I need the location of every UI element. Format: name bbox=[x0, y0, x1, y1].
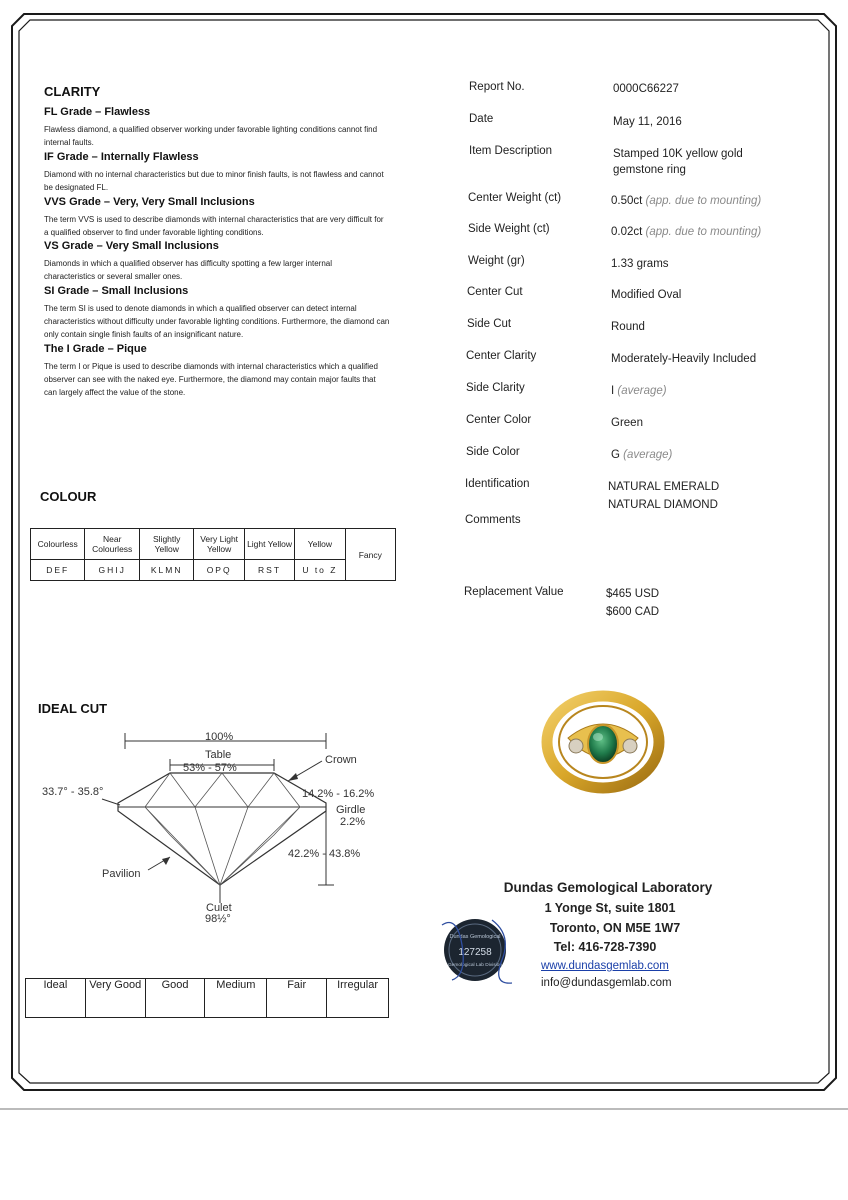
colour-name-2: Slightly Yellow bbox=[139, 529, 193, 560]
center-clarity-label: Center Clarity bbox=[466, 350, 537, 362]
lab-address-2: Toronto, ON M5E 1W7 bbox=[549, 921, 681, 935]
item-description-label: Item Description bbox=[469, 145, 553, 157]
side-clarity-note: (average) bbox=[617, 385, 667, 397]
side-diamond-left bbox=[569, 739, 583, 753]
colour-name-3: Very Light Yellow bbox=[194, 529, 244, 560]
side-clarity-row bbox=[611, 383, 667, 399]
side-weight-row bbox=[611, 224, 761, 240]
clarity-fl-text: Flawless diamond, a qualified observer working under favorable lighting conditions cannot find internal faults. bbox=[44, 125, 378, 147]
colour-grade-4: RST bbox=[244, 560, 294, 581]
lab-seal bbox=[432, 905, 522, 995]
diagram-table-range: 53% - 57% bbox=[183, 762, 237, 774]
diagram-table-label: Table bbox=[205, 749, 232, 761]
identification-value-2: NATURAL DIAMOND bbox=[608, 499, 718, 511]
weight-gr-value: 1.33 grams bbox=[611, 258, 669, 270]
report-no-value: 0000C66227 bbox=[613, 83, 679, 95]
ideal-cut-title: IDEAL CUT bbox=[38, 701, 108, 716]
side-color-note: (average) bbox=[623, 449, 673, 461]
lab-website-link[interactable]: www.dundasgemlab.com bbox=[541, 960, 669, 972]
diagram-pavilion-depth: 42.2% - 43.8% bbox=[288, 848, 361, 860]
cut-grade-medium: Medium bbox=[205, 979, 267, 1018]
clarity-si-heading: SI Grade – Small Inclusions bbox=[44, 285, 189, 297]
center-weight-value: 0.50ct bbox=[611, 195, 643, 207]
colour-scale-table bbox=[30, 528, 396, 581]
center-clarity-value: Moderately-Heavily Included bbox=[611, 353, 757, 365]
emerald-stone bbox=[588, 725, 618, 763]
date-value: May 11, 2016 bbox=[613, 116, 682, 128]
clarity-if-text: Diamond with no internal characteristics but due to minor finish faults, is not flawless and cannot be designated FL. bbox=[44, 170, 384, 192]
side-weight-note: (app. due to mounting) bbox=[645, 226, 762, 238]
side-color-row bbox=[611, 447, 672, 463]
diagram-pavilion-label: Pavilion bbox=[102, 868, 141, 880]
lab-phone: Tel: 416-728-7390 bbox=[553, 940, 657, 954]
item-description-value: Stamped 10K yellow gold gemstone ring bbox=[613, 148, 743, 176]
diagram-crown-angle: 33.7° - 35.8° bbox=[42, 786, 104, 798]
side-color-label: Side Color bbox=[466, 446, 520, 458]
weight-gr-label: Weight (gr) bbox=[468, 255, 525, 267]
cut-grade-good: Good bbox=[145, 979, 205, 1018]
colour-grade-2: KLMN bbox=[139, 560, 193, 581]
replacement-cad: $600 CAD bbox=[606, 606, 660, 618]
side-weight-label: Side Weight (ct) bbox=[468, 223, 550, 235]
replacement-value-label: Replacement Value bbox=[464, 586, 564, 598]
colour-grade-5: U to Z bbox=[295, 560, 345, 581]
clarity-if-heading: IF Grade – Internally Flawless bbox=[44, 151, 199, 163]
colour-name-1: Near Colourless bbox=[85, 529, 139, 560]
cut-grade-ideal: Ideal bbox=[26, 979, 86, 1018]
side-diamond-right bbox=[623, 739, 637, 753]
diagram-girdle-label: Girdle bbox=[336, 804, 366, 816]
cut-grade-table bbox=[25, 978, 389, 1018]
center-weight-row bbox=[611, 193, 761, 209]
lab-email[interactable]: info@dundasgemlab.com bbox=[541, 977, 672, 989]
colour-name-4: Light Yellow bbox=[244, 529, 294, 560]
lab-name: Dundas Gemological Laboratory bbox=[503, 880, 713, 895]
seal-line1: Dundas Gemological bbox=[449, 934, 501, 940]
colour-grade-0: DEF bbox=[31, 560, 85, 581]
clarity-vs-text: Diamonds in which a qualified observer has difficulty spotting a few larger internal characteristics or several smaller ones. bbox=[44, 259, 333, 281]
center-weight-note: (app. due to mounting) bbox=[645, 195, 762, 207]
colour-grade-1: GHIJ bbox=[85, 560, 139, 581]
clarity-fl-heading: FL Grade – Flawless bbox=[44, 106, 151, 118]
center-cut-value: Modified Oval bbox=[611, 289, 682, 301]
cut-grade-very-good: Very Good bbox=[85, 979, 145, 1018]
date-label: Date bbox=[469, 113, 494, 125]
cut-grade-fair: Fair bbox=[267, 979, 327, 1018]
lab-address-1: 1 Yonge St, suite 1801 bbox=[544, 901, 676, 915]
side-color-value: G bbox=[611, 449, 620, 461]
center-weight-label: Center Weight (ct) bbox=[468, 192, 562, 204]
clarity-vvs-text: The term VVS is used to describe diamonds with internal characteristics that are very difficult for a qualified observer to find under favorable lighting conditions. bbox=[44, 215, 384, 237]
seal-number: 127258 bbox=[458, 947, 492, 958]
clarity-vvs-heading: VVS Grade – Very, Very Small Inclusions bbox=[44, 196, 255, 208]
colour-name-6: Fancy bbox=[345, 529, 395, 581]
diagram-width-label: 100% bbox=[205, 731, 234, 743]
colour-name-0: Colourless bbox=[31, 529, 85, 560]
side-clarity-label: Side Clarity bbox=[466, 382, 525, 394]
report-no-label: Report No. bbox=[469, 81, 525, 93]
clarity-i-text: The term I or Pique is used to describe diamonds with internal characteristics which a qualified observer can see with the naked eye. Furthermore, the diamond may contain major faults that can largely affect the value of the stone. bbox=[44, 362, 378, 397]
clarity-title: CLARITY bbox=[44, 84, 101, 99]
side-clarity-value: I bbox=[611, 385, 615, 397]
side-cut-value: Round bbox=[611, 321, 645, 333]
clarity-vs-heading: VS Grade – Very Small Inclusions bbox=[44, 240, 219, 252]
identification-label: Identification bbox=[465, 478, 530, 490]
clarity-si-text: The term SI is used to denote diamonds in which a qualified observer can detect internal characteristics without difficulty under favorable lighting conditions. Furthermore, the diamond can only contain single finish faults of an insignificant nature. bbox=[44, 304, 390, 339]
cut-grade-irregular: Irregular bbox=[327, 979, 389, 1018]
replacement-usd: $465 USD bbox=[606, 588, 660, 600]
diagram-crown-height: 14.2% - 16.2% bbox=[302, 788, 375, 800]
center-color-label: Center Color bbox=[466, 414, 532, 426]
comments-label: Comments bbox=[465, 514, 521, 526]
colour-name-5: Yellow bbox=[295, 529, 345, 560]
seal-line3: Gemological Lab Division bbox=[447, 963, 503, 968]
diagram-culet-label: Culet bbox=[206, 902, 232, 914]
ring-photo bbox=[528, 680, 678, 810]
colour-title: COLOUR bbox=[40, 489, 97, 504]
diagram-girdle-value: 2.2% bbox=[340, 816, 366, 828]
diagram-crown-label: Crown bbox=[325, 754, 357, 766]
center-color-value: Green bbox=[611, 417, 643, 429]
side-weight-value: 0.02ct bbox=[611, 226, 643, 238]
colour-grade-3: OPQ bbox=[194, 560, 244, 581]
diagram-culet-value: 98½° bbox=[205, 913, 231, 925]
identification-value-1: NATURAL EMERALD bbox=[608, 481, 720, 493]
diamond-proportions-diagram bbox=[30, 725, 400, 925]
clarity-i-heading: The I Grade – Pique bbox=[44, 343, 147, 355]
center-cut-label: Center Cut bbox=[467, 286, 523, 298]
side-cut-label: Side Cut bbox=[467, 318, 512, 330]
